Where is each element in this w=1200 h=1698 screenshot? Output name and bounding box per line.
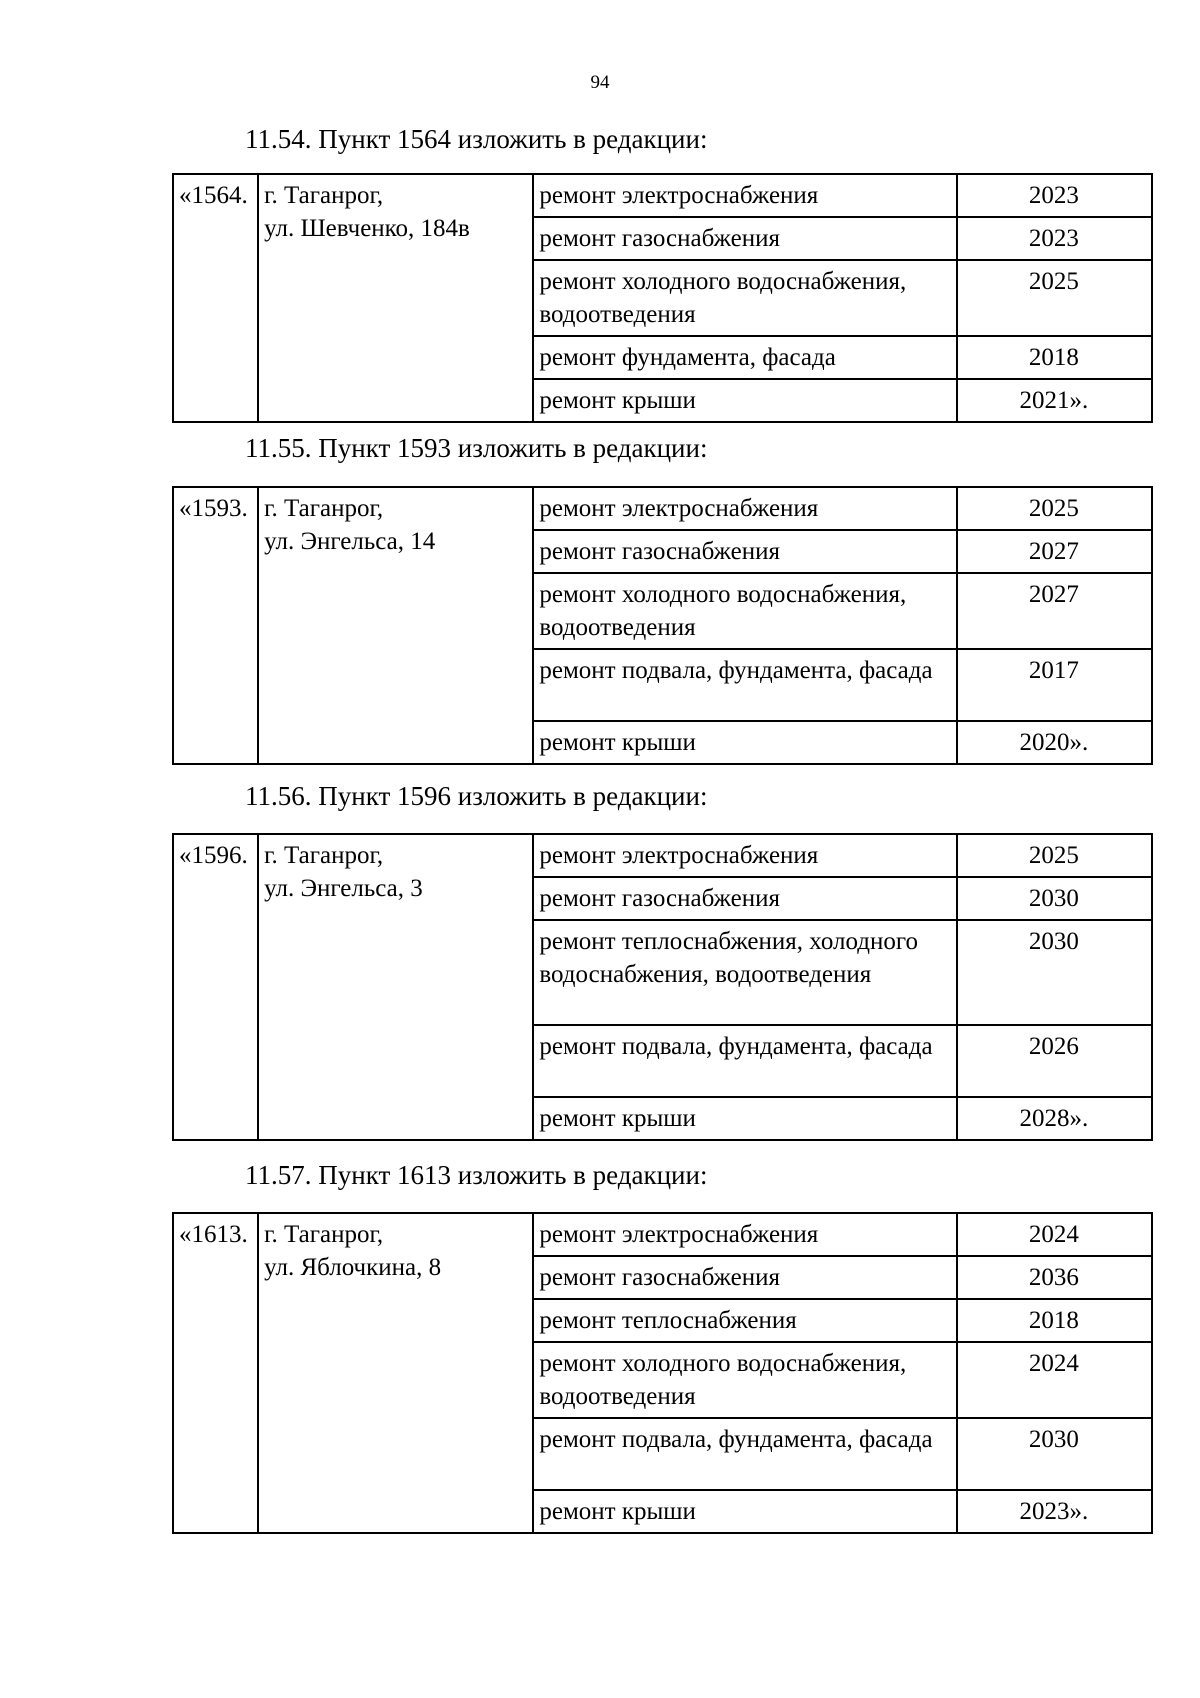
entry-number: «1564. [173, 174, 258, 422]
work-type: ремонт теплоснабжения, холодного водоснабжения, водоотведения [533, 920, 956, 1025]
work-year: 2036 [957, 1256, 1152, 1299]
work-year: 2018 [957, 1299, 1152, 1342]
address-city: г. Таганрог, [264, 842, 384, 869]
section-heading: 11.56. Пункт 1596 изложить в редакции: [245, 781, 708, 811]
work-year: 2017 [957, 649, 1152, 721]
work-year: 2024 [957, 1342, 1152, 1418]
address-city: г. Таганрог, [264, 1221, 384, 1248]
work-type: ремонт холодного водоснабжения, водоотведения [533, 573, 956, 649]
address-street: ул. Яблочкина, 8 [264, 1254, 442, 1281]
work-type: ремонт подвала, фундамента, фасада [533, 1418, 956, 1490]
work-type: ремонт фундамента, фасада [533, 336, 956, 379]
section-heading: 11.57. Пункт 1613 изложить в редакции: [245, 1160, 708, 1190]
work-type: ремонт газоснабжения [533, 877, 956, 920]
work-year: 2026 [957, 1025, 1152, 1097]
work-year: 2020». [957, 721, 1152, 764]
entry-number: «1596. [173, 834, 258, 1140]
amendment-table [172, 833, 1153, 1141]
work-year: 2025 [957, 487, 1152, 530]
work-type: ремонт электроснабжения [533, 1213, 956, 1256]
work-type: ремонт крыши [533, 721, 956, 764]
address-cell [258, 1213, 533, 1533]
address-street: ул. Энгельса, 14 [264, 528, 436, 555]
work-type: ремонт крыши [533, 379, 956, 422]
work-year: 2023 [957, 174, 1152, 217]
page-number: 94 [590, 72, 610, 93]
work-year: 2021». [957, 379, 1152, 422]
work-type: ремонт газоснабжения [533, 1256, 956, 1299]
work-year: 2018 [957, 336, 1152, 379]
address-cell [258, 174, 533, 422]
amendment-table [172, 1212, 1153, 1534]
work-year: 2023». [957, 1490, 1152, 1533]
work-type: ремонт газоснабжения [533, 530, 956, 573]
work-year: 2025 [957, 834, 1152, 877]
work-year: 2024 [957, 1213, 1152, 1256]
work-type: ремонт газоснабжения [533, 217, 956, 260]
entry-number: «1593. [173, 487, 258, 764]
address-street: ул. Шевченко, 184в [264, 215, 470, 242]
address-city: г. Таганрог, [264, 495, 384, 522]
work-year: 2025 [957, 260, 1152, 336]
work-type: ремонт холодного водоснабжения, водоотведения [533, 260, 956, 336]
work-type: ремонт электроснабжения [533, 834, 956, 877]
work-year: 2027 [957, 530, 1152, 573]
work-year: 2027 [957, 573, 1152, 649]
work-year: 2023 [957, 217, 1152, 260]
work-year: 2028». [957, 1097, 1152, 1140]
work-type: ремонт крыши [533, 1490, 956, 1533]
address-cell [258, 834, 533, 1140]
address-cell [258, 487, 533, 764]
amendment-table [172, 486, 1153, 765]
work-type: ремонт подвала, фундамента, фасада [533, 1025, 956, 1097]
work-type: ремонт холодного водоснабжения, водоотведения [533, 1342, 956, 1418]
amendment-table [172, 173, 1153, 423]
work-type: ремонт крыши [533, 1097, 956, 1140]
address-street: ул. Энгельса, 3 [264, 875, 423, 902]
work-type: ремонт электроснабжения [533, 174, 956, 217]
work-year: 2030 [957, 877, 1152, 920]
work-type: ремонт электроснабжения [533, 487, 956, 530]
work-year: 2030 [957, 920, 1152, 1025]
address-city: г. Таганрог, [264, 182, 384, 209]
work-type: ремонт подвала, фундамента, фасада [533, 649, 956, 721]
entry-number: «1613. [173, 1213, 258, 1533]
work-year: 2030 [957, 1418, 1152, 1490]
section-heading: 11.55. Пункт 1593 изложить в редакции: [245, 433, 708, 463]
work-type: ремонт теплоснабжения [533, 1299, 956, 1342]
section-heading: 11.54. Пункт 1564 изложить в редакции: [245, 124, 708, 154]
